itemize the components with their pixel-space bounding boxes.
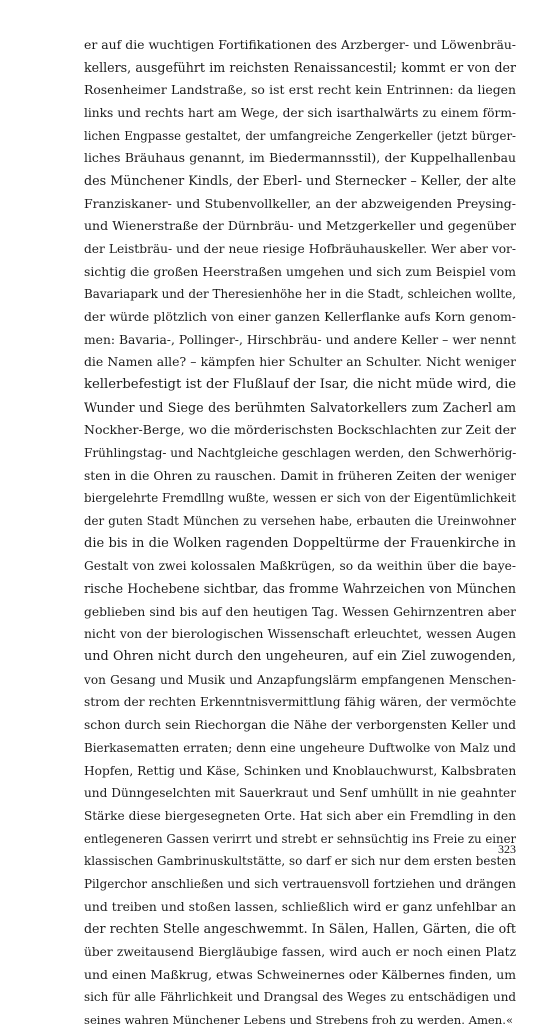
text-line: nicht von der bierologischen Wissenschaft erleuchtet, wessen Augen [84,627,516,642]
text-line: entlegeneren Gassen verirrt und strebt er sehnsüchtig ins Freie zu einer [84,831,516,846]
text-line: die Namen alle? – kämpfen hier Schulter an Schulter. Nicht weniger [84,354,516,370]
text-line: von Gesang und Musik und Anzapfungslärm empfangenen Menschen- [84,672,516,687]
text-line: Wunder und Siege des berühmten Salvatorkellers zum Zacherl am [84,399,516,415]
text-line: der guten Stadt München zu versehen habe, erbauten die Ureinwohner [84,514,516,529]
text-line: strom der rechten Erkenntnisvermittlung fähig wären, der vermöchte [84,695,516,710]
text-line: men: Bavaria-, Pollinger-, Hirschbräu- und andere Keller – wer nennt [84,332,516,347]
text-line: er auf die wuchtigen Fortifikationen des Arzberger- und Löwenbräu- [84,37,516,52]
text-line: Bierkasematten erraten; denn eine ungeheure Duftwolke von Malz und [84,740,516,755]
text-line: des Münchener Kindls, der Eberl- und Sternecker – Keller, der alte [84,173,516,189]
text-line: sten in die Ohren zu rauschen. Damit in früheren Zeiten der weniger [84,468,516,483]
body-text [84,34,516,1032]
text-line: klassischen Gambrinuskultstätte, so darf er sich nur dem ersten besten [84,854,516,869]
text-line: Frühlingstag- und Nachtgleiche geschlagen werden, den Schwerhörig- [84,446,516,461]
text-line: und Dünngeselchten mit Sauerkraut und Senf umhüllt in nie geahnter [84,786,516,801]
text-line: und Wienerstraße der Dürnbräu- und Metzgerkeller und gegenüber [84,218,516,234]
text-line: sichtig die großen Heerstraßen umgehen und sich zum Beispiel vom [84,263,516,279]
text-line: und einen Maßkrug, etwas Schweinernes oder Kälbernes finden, um [84,966,516,982]
text-line: lichen Engpasse gestaltet, der umfangreiche Zengerkeller (jetzt bürger- [84,128,516,143]
text-line: Hopfen, Rettig und Käse, Schinken und Knoblauchwurst, Kalbsbraten [84,763,516,778]
text-line: die bis in die Wolken ragenden Doppeltürme der Frauenkirche in [84,535,516,551]
text-line: biergelehrte Fremdllng wußte, wessen er sich von der Eigentümlichkeit [84,491,516,506]
text-line: der Leistbräu- und der neue riesige Hofbräuhauskeller. Wer aber vor- [84,242,516,257]
page-number: 323 [498,842,516,856]
text-line: seines wahren Münchener Lebens und Strebens froh zu werden. Amen.« [84,1012,514,1027]
text-line: der rechten Stelle angeschwemmt. In Sälen, Hallen, Gärten, die oft [84,921,516,937]
text-line: schon durch sein Riechorgan die Nähe der verborgensten Keller und [84,718,516,733]
text-line: Pilgerchor anschließen und sich vertrauensvoll fortziehen und drängen [84,876,516,891]
text-line: Stärke diese biergesegneten Orte. Hat sich aber ein Fremdling in den [84,808,516,823]
text-line: kellers, ausgeführt im reichsten Renaissancestil; kommt er von der [84,59,516,75]
text-line: und Ohren nicht durch den ungeheuren, auf ein Ziel zuwogenden, [84,649,516,665]
text-line: Rosenheimer Landstraße, so ist erst recht kein Entrinnen: da liegen [84,82,516,98]
text-line: über zweitausend Biergläubige fassen, wird auch er noch einen Platz [84,944,516,959]
text-line: Franziskaner- und Stubenvollkeller, an der abzweigenden Preysing- [84,195,516,211]
text-line: der würde plötzlich von einer ganzen Kellerflanke aufs Korn genom- [84,309,516,325]
text-line: sich für alle Fährlichkeit und Drangsal des Weges zu entschädigen und [84,990,516,1005]
text-line: kellerbefestigt ist der Flußlauf der Isar, die nicht müde wird, die [84,377,516,393]
text-line: und treiben und stoßen lassen, schließlich wird er ganz unfehlbar an [84,899,516,914]
text-line: Bavariapark und der Theresienhöhe her in die Stadt, schleichen wollte, [84,287,516,302]
text-line: rische Hochebene sichtbar, das fromme Wahrzeichen von München [84,581,516,597]
text-line: Gestalt von zwei kolossalen Maßkrügen, so da weithin über die baye- [84,559,516,574]
text-line: links und rechts hart am Wege, der sich isarthalwärts zu einem förm- [84,106,516,121]
text-line: geblieben sind bis auf den heutigen Tag. Wessen Gehirnzentren aber [84,604,516,619]
text-line: Nockher-Berge, wo die mörderischsten Bockschlachten zur Zeit der [84,422,516,438]
text-line: liches Bräuhaus genannt, im Biedermannsstil), der Kuppelhallenbau [84,150,516,166]
